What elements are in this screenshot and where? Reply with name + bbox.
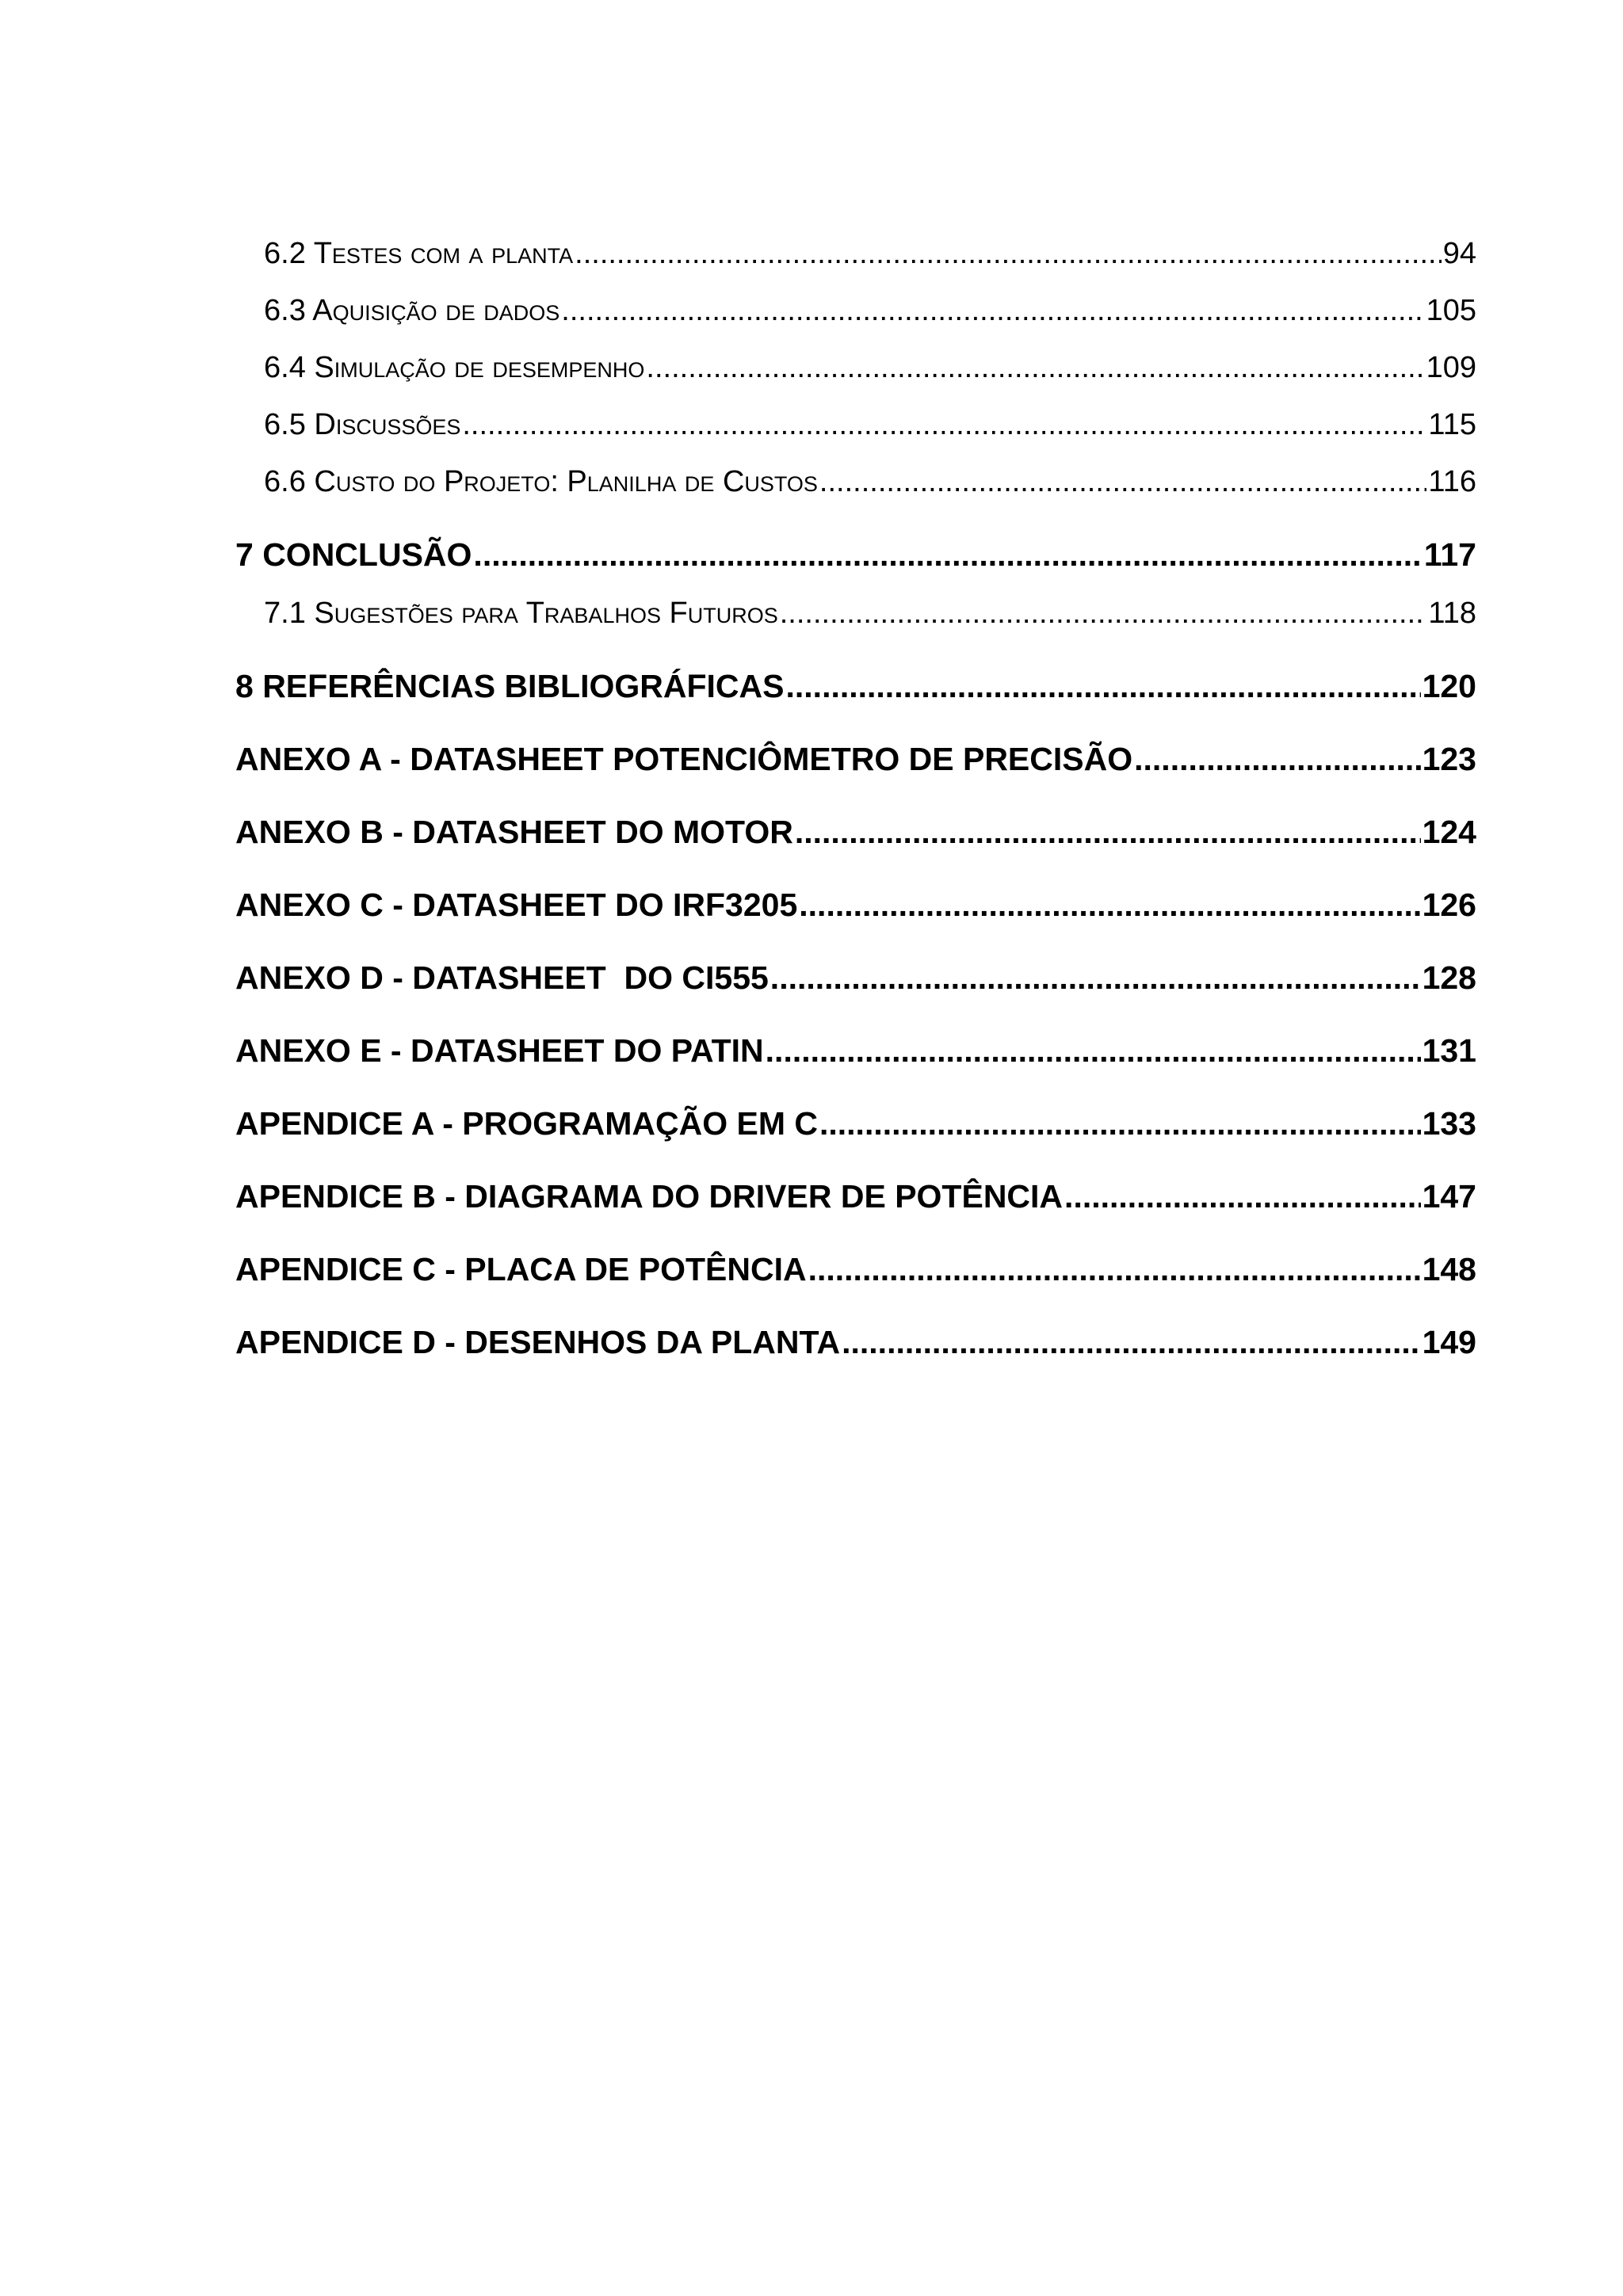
toc-entry-page: 116 (1428, 465, 1476, 498)
toc-chapter-entry[interactable] (235, 1084, 1476, 1157)
toc-chapter-entry[interactable] (235, 792, 1476, 865)
toc-entry[interactable] (235, 287, 1476, 344)
toc-entry-title: ANEXO D - DATASHEET DO CI555 (235, 959, 769, 996)
dot-leader (819, 458, 1426, 505)
toc-entry-title: 7 CONCLUSÃO (235, 536, 472, 573)
toc-entry-page: 94 (1442, 237, 1476, 270)
dot-leader (1134, 719, 1420, 792)
toc-entry-title: 6.5 Discussões (264, 408, 461, 441)
toc-entry-title: 6.4 Simulação de desempenho (264, 351, 645, 384)
dot-leader (786, 646, 1421, 719)
dot-leader (795, 792, 1421, 865)
toc-entry-title: ANEXO A - DATASHEET POTENCIÔMETRO DE PRECISÃO (235, 741, 1133, 777)
toc-entry[interactable] (235, 344, 1476, 401)
dot-leader (1064, 1157, 1421, 1230)
table-of-contents (235, 230, 1476, 1375)
dot-leader (462, 401, 1426, 448)
toc-chapter-entry[interactable] (235, 865, 1476, 938)
toc-entry-title: APENDICE C - PLACA DE POTÊNCIA (235, 1251, 807, 1287)
toc-entry-page: 105 (1426, 294, 1476, 327)
dot-leader (819, 1084, 1421, 1157)
toc-entry-page: 117 (1423, 536, 1476, 573)
toc-entry-title: 7.1 Sugestões para Trabalhos Futuros (264, 597, 778, 630)
dot-leader (842, 1302, 1420, 1375)
toc-entry-title: ANEXO E - DATASHEET DO PATIN (235, 1032, 764, 1069)
toc-chapter-entry[interactable] (235, 1011, 1476, 1084)
toc-entry-page: 131 (1422, 1032, 1476, 1069)
toc-entry[interactable] (235, 589, 1476, 646)
dot-leader (575, 230, 1442, 277)
toc-entry-title: APENDICE B - DIAGRAMA DO DRIVER DE POTÊNCIA (235, 1178, 1064, 1215)
toc-entry-page: 118 (1428, 597, 1476, 630)
toc-chapter-entry[interactable] (235, 646, 1476, 719)
toc-chapter-entry[interactable] (235, 1302, 1476, 1375)
toc-entry-page: 124 (1422, 814, 1476, 850)
toc-chapter-entry[interactable] (235, 1157, 1476, 1230)
toc-entry[interactable] (235, 230, 1476, 287)
toc-chapter-entry[interactable] (235, 938, 1476, 1011)
toc-chapter-entry[interactable] (235, 719, 1476, 792)
toc-entry-page: 123 (1422, 741, 1476, 777)
toc-entry-title: 6.3 Aquisição de dados (264, 294, 560, 327)
toc-entry[interactable] (235, 458, 1476, 515)
dot-leader (770, 938, 1421, 1011)
dot-leader (473, 515, 1422, 588)
toc-chapter-entry[interactable] (235, 515, 1476, 588)
dot-leader (808, 1230, 1421, 1302)
dot-leader (799, 865, 1420, 938)
toc-entry-title: ANEXO B - DATASHEET DO MOTOR (235, 814, 793, 850)
toc-entry-title: 6.2 Testes com a planta (264, 237, 574, 270)
dot-leader (766, 1011, 1421, 1084)
toc-entry-title: APENDICE A - PROGRAMAÇÃO EM C (235, 1105, 818, 1142)
dot-leader (561, 287, 1424, 334)
toc-entry-page: 133 (1422, 1105, 1476, 1142)
toc-entry-page: 126 (1422, 887, 1476, 923)
toc-entry-page: 115 (1428, 408, 1476, 441)
toc-entry-page: 148 (1422, 1251, 1476, 1287)
toc-entry-page: 147 (1422, 1178, 1476, 1215)
toc-entry-title: APENDICE D - DESENHOS DA PLANTA (235, 1324, 841, 1360)
toc-chapter-entry[interactable] (235, 1230, 1476, 1302)
toc-entry-title: ANEXO C - DATASHEET DO IRF3205 (235, 887, 798, 923)
toc-entry-page: 149 (1422, 1324, 1476, 1360)
dot-leader (780, 589, 1427, 637)
toc-entry-title: 8 REFERÊNCIAS BIBLIOGRÁFICAS (235, 668, 785, 704)
toc-entry-title: 6.6 Custo do Projeto: Planilha de Custos (264, 465, 818, 498)
dot-leader (646, 344, 1424, 391)
toc-entry-page: 120 (1422, 668, 1476, 704)
toc-entry[interactable] (235, 401, 1476, 458)
toc-entry-page: 109 (1426, 351, 1476, 384)
toc-entry-page: 128 (1422, 959, 1476, 996)
